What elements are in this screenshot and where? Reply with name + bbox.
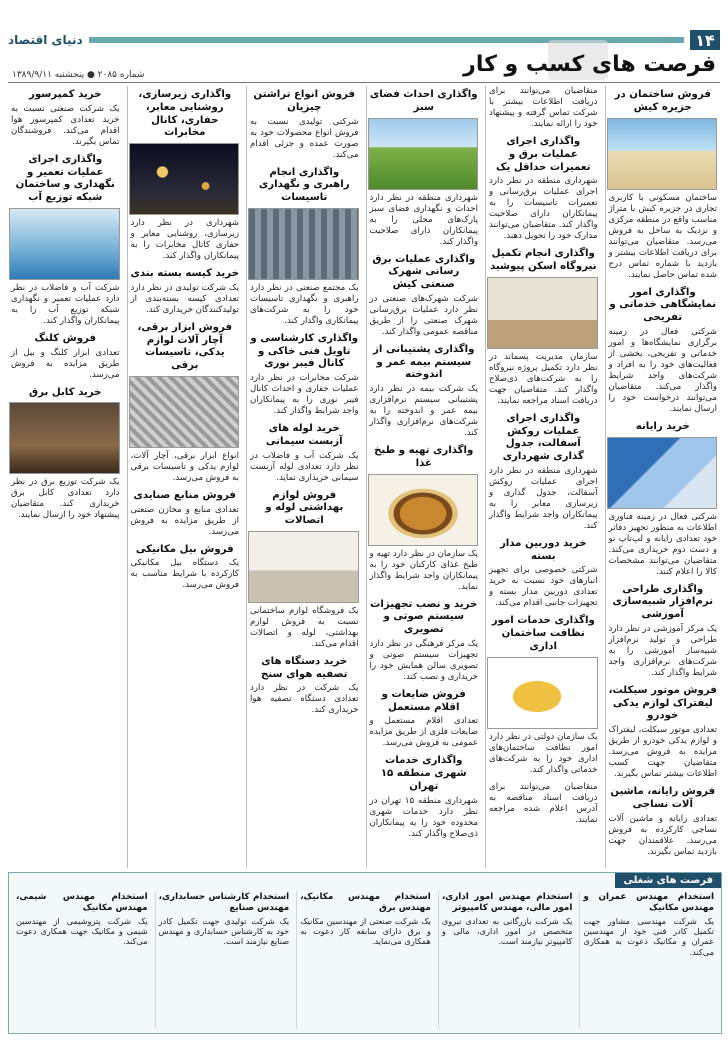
ad-title: فروش انواع تراشتن چیزیان [253, 89, 356, 113]
ad-body: تعدادی منابع و مخازن صنعتی از طریق مزایده به فروش می‌رسد. [130, 504, 239, 537]
job-ad [155, 891, 293, 1029]
ad-title: واگذاری طراحی نرم‌افزار شبیه‌سازی آموزشی [612, 583, 714, 620]
ad-title: واگذاری خدمات امور نظافت ساختمان اداری [491, 615, 595, 652]
ad-title: واگذاری انجام تکمیل نیروگاه اسکن پیوشید [489, 248, 597, 272]
ad-title: واگذاری تهیه و طبخ غذا [374, 445, 474, 469]
ad-item [609, 89, 718, 281]
ad-body: شرکت شهرک‌های صنعتی در نظر دارد عملیات برق‌رسانی شهرک صنعتی را از طریق مناقصه عمومی واگذار کند. [369, 293, 478, 337]
ad-title: فروش موتور سیکلت، لیفتراک لوازم یدکی خودرو [608, 684, 717, 722]
ad-item [11, 387, 120, 522]
ad-item [370, 755, 479, 839]
ad-title: واگذاری احداث فضای سبز [369, 89, 478, 113]
brand-name: دنیای اقتصاد [8, 33, 83, 47]
ad-title: واگذاری اجرای عملیات برق و تعمیرات حداقل یک [496, 136, 591, 173]
job-ad-body: یک شرکت تولیدی جهت تکمیل کادر خود به کارشناس حسابداری و مهندس صنایع نیازمند است. [158, 915, 290, 947]
ad-body: شرکتی فعال در زمینه فناوری اطلاعات به منظور تجهیز دفاتر خود تعدادی رایانه و لپ‌تاپ نو و دست دوم خریداری می‌کند. متقاضیان می‌توانند مشخصات کالا را اعلام کنند. [608, 511, 717, 577]
ad-item [489, 615, 598, 775]
ad-item [250, 333, 359, 417]
issue-info: شماره ۲۰۸۵ ● پنجشنبه ۱۳۸۹/۹/۱۱ [12, 70, 145, 80]
ad-body: تعدادی ابزار کلنگ و بیل از طریق مزایده به فروش می‌رسد. [11, 347, 120, 380]
ad-body: یک فروشگاه لوازم ساختمانی نسبت به فروش لوازم بهداشتی، لوله و اتصالات اقدام می‌کند. [250, 605, 359, 649]
job-ad-body: یک شرکت بازرگانی به تعدادی نیروی متخصص در امور اداری، مالی و کامپیوتر نیازمند است. [441, 915, 573, 947]
ad-body: تعدادی اقلام مستعمل و ضایعات فلزی از طریق مزایده عمومی به فروش می‌رسد. [369, 716, 478, 749]
ad-column [485, 86, 601, 868]
ad-photo [129, 143, 240, 215]
ad-body: یک مرکز فرهنگی در نظر دارد تجهیزات سیستم صوتی و تصویری سالن همایش خود را خریداری و نصب کند. [369, 638, 478, 682]
ad-title: فروش ضایعات و اقلام مستعمل [381, 688, 466, 713]
ad-body: یک مجتمع صنعتی در نظر دارد راهبری و نگهداری تاسیسات خود را به شرکت‌های پیمانکاری واگذار کند. [250, 282, 359, 326]
ad-item [250, 167, 359, 327]
ad-body: شهرداری منطقه در نظر دارد اجرای عملیات روکش آسفالت، جدول گذاری و زیرسازی معابر را به پیمانکاران واجد شرایط واگذار کند. [489, 465, 598, 531]
ad-title: خرید کابل برق [29, 386, 102, 398]
ad-body: یک شرکت تولیدی در نظر دارد تعدادی کیسه بسته‌بندی از تولیدکنندگان خریداری کند. [130, 282, 239, 315]
ad-body: شرکت آب و فاضلاب در نظر دارد عملیات تعمیر و نگهداری شبکه توزیع آب را به پیمانکاران واگذار کند. [11, 282, 120, 326]
job-ad [296, 891, 434, 1029]
job-ad-body: یک شرکت صنعتی از مهندسین مکانیک و برق دارای سابقه کار دعوت به همکاری می‌نماید. [300, 915, 431, 947]
ad-item [250, 490, 359, 650]
ad-item [489, 538, 598, 610]
ad-item [131, 490, 240, 538]
ad-title: واگذاری عملیات برق رسانی شهرک صنعتی کیش [372, 253, 476, 290]
job-ad-body: یک شرکت پتروشیمی از مهندسین شیمی و مکانیک جهت همکاری دعوت می‌کند. [16, 915, 148, 947]
ad-title: واگذاری زیرسازی، روشنایی معابر، حفاری، کانال مخابرات [138, 89, 232, 139]
ad-column [8, 86, 123, 868]
ad-item [11, 89, 120, 148]
ad-body: یک شرکت صنعتی نسبت به خرید تعدادی کمپرسور هوا اقدام می‌کند. فروشندگان تماس بگیرند. [11, 103, 120, 147]
ad-title: فروش ابزار برقی، آچار آلات لوازم یدکی، تاسیسات برقی [137, 321, 232, 371]
ad-title: واگذاری اجرای عملیات تعمیر و نگهداری و ساختمان شبکه توزیع آب [15, 153, 115, 203]
job-ad-title: استخدام مهندس امور اداری، امور مالی، مهندس کامپیوتر [441, 892, 573, 913]
job-ad [438, 891, 576, 1029]
ad-column [366, 86, 482, 868]
ad-item [489, 136, 598, 242]
ad-title: خرید کیسه بسته بندی [130, 268, 239, 279]
ad-item [489, 86, 598, 130]
ad-photo [9, 208, 120, 280]
ad-body: شهرداری منطقه در نظر دارد اجرای عملیات برق‌رسانی و تعمیرات تاسیسات را به پیمانکاران دارای صلاحیت واگذار کند. متقاضیان می‌توانند مدارک خود را تحویل دهند. [489, 176, 598, 242]
ad-photo [248, 208, 359, 280]
ad-item [609, 287, 718, 415]
ad-title: واگذاری خدمات شهری منطقه ۱۵ تهران [380, 755, 467, 792]
ad-title: خرید دوربین مدار بسته [499, 537, 587, 562]
ad-item [609, 421, 718, 578]
section-title: فرصت های کسب و کار [463, 52, 716, 77]
ad-body: سازمان مدیریت پسماند در نظر دارد تکمیل پروژه نیروگاه را به شرکت‌های ذی‌صلاح واگذار کند. متقاضیان جهت دریافت اسناد مراجعه نمایند. [489, 351, 598, 406]
ad-photo [248, 531, 359, 603]
ad-item [489, 248, 598, 407]
ad-title: خرید لوله های آزبست سیمانی [265, 423, 343, 447]
ad-photo [607, 437, 718, 509]
ad-title: خرید و نصب تجهیزات سیستم صوتی و تصویری [370, 598, 478, 635]
ad-title: خرید رایانه [635, 420, 690, 432]
ad-body: یک شرکت آب و فاضلاب در نظر دارد تعدادی لوله آزبست سیمانی خریداری نماید. [250, 450, 359, 483]
ad-body: شرکتی خصوصی برای تجهیز انبارهای خود نسبت به خرید تعدادی دوربین مدار بسته و تجهیزات جانبی اقدام می‌کند. [489, 565, 598, 609]
ad-title: خرید کمپرسور [29, 89, 102, 100]
job-ad [579, 891, 717, 1029]
ad-item [370, 344, 479, 439]
ad-columns [8, 86, 720, 868]
ad-body: شهرداری در نظر دارد زیرسازی، روشنایی معابر و حفاری کانال مخابرات را به پیمانکاران واگذار کند. [130, 218, 239, 261]
ad-body: یک مرکز آموزشی در نظر دارد طراحی و تولید نرم‌افزار شبیه‌ساز آموزشی را به شرکت‌های نرم‌افزاری واجد شرایط واگذار کند. [608, 623, 717, 678]
ad-body: یک سازمان دولتی در نظر دارد امور نظافت ساختمان‌های اداری خود را به شرکت‌های خدماتی واگذار کند. [489, 731, 598, 775]
ad-body: شهرداری منطقه ۱۵ تهران در نظر دارد خدمات شهری محدوده خود را به پیمانکاران ذی‌صلاح واگذار کند. [369, 795, 478, 839]
ad-item [609, 584, 718, 679]
jobs-box-label: فرصت های شغلی [615, 873, 721, 888]
ad-body: یک شرکت در نظر دارد تعدادی دستگاه تصفیه هوا خریداری کند. [250, 683, 359, 716]
ad-body: شرکتی فعال در زمینه برگزاری نمایشگاه‌ها و امور خدماتی و تفریحی، بخشی از فعالیت‌های خود را به افراد و شرکت‌های واجد شرایط واگذار می‌کند. متقاضیان می‌توانند درخواست خود را ارسال نمایند. [608, 326, 717, 414]
ad-item [131, 544, 240, 592]
ad-column [246, 86, 362, 868]
ad-title: فروش منابع صنایدی [133, 489, 236, 501]
ad-item [370, 445, 479, 593]
ad-body: تعدادی موتور سیکلت، لیفتراک و لوازم یدکی خودرو از طریق مزایده به فروش می‌رسد. متقاضیان جهت کسب اطلاعات بیشتر تماس بگیرند. [608, 725, 717, 779]
jobs-grid [13, 891, 717, 1029]
ad-item [250, 423, 359, 484]
ad-body: شهرداری منطقه در نظر دارد احداث و نگهداری فضای سبز پارک‌های محلی را به پیمانکاران دارای صلاحیت واگذار کند. [369, 192, 478, 247]
job-ad-body: یک شرکت مهندسی مشاور جهت تکمیل کادر فنی خود از مهندسین عمران و مکانیک دعوت به همکاری می‌کند. [583, 915, 714, 957]
ad-body: متقاضیان می‌توانند برای دریافت اطلاعات بیشتر با شرکت تماس گرفته و پیشنهاد خود را ارائه نمایند. [489, 86, 598, 129]
ad-item [489, 782, 598, 826]
ad-title: فروش بیل مکانیکی [135, 543, 234, 555]
ad-title: واگذاری انجام راهبری و نگهداری تاسیسات [258, 166, 350, 203]
ad-body: انواع ابزار برقی، آچار آلات، لوازم یدکی و تاسیسات برقی به فروش می‌رسد. [130, 450, 239, 483]
ad-title: فروش لوازم بهداشتی لوله و اتصالات [265, 489, 344, 526]
ad-photo [129, 376, 240, 448]
ad-body: ساختمان مسکونی با کاربری تجاری در جزیره کیش با متراژ مناسب واقع در منطقه مرکزی و نزدیک به ساحل به فروش می‌رسد. متقاضیان می‌توانند برای دریافت اطلاعات بیشتر و بازدید با شماره تماس درج شده تماس حاصل نمایند. [608, 192, 717, 280]
page-header-bar [8, 30, 720, 50]
ad-item [489, 413, 598, 532]
ad-item [11, 333, 120, 381]
ad-item [11, 154, 120, 327]
job-ad-title: استخدام مهندس شیمی، مهندس مکانیک [16, 892, 148, 913]
ad-item [370, 254, 479, 338]
ad-item [131, 322, 240, 484]
ad-body: متقاضیان می‌توانند برای دریافت اسناد مناقصه به آدرس اعلام شده مراجعه نمایند. [489, 781, 598, 825]
page-number: ۱۴ [690, 30, 720, 50]
ad-item [370, 689, 479, 750]
ad-title: فروش رایانه، ماشین آلات نساجی [610, 786, 716, 810]
job-ad-title: استخدام مهندس عمران و مهندس مکانیک [583, 892, 714, 913]
ad-body: یک سازمان در نظر دارد تهیه و طبخ غذای کارکنان خود را به پیمانکاران واجد شرایط واگذار نماید. [369, 548, 478, 592]
ad-title: خرید دستگاه های تصفیه هوای سنج [261, 655, 348, 680]
ad-item [250, 89, 359, 161]
ad-body: یک شرکت توزیع برق در نظر دارد تعدادی کابل برق خریداری کند. متقاضیان پیشنهاد خود را ارسال نمایند. [11, 477, 120, 521]
ad-item [609, 685, 718, 780]
ad-body: تعدادی رایانه و ماشین آلات نساجی کارکرده به فروش می‌رسد. علاقمندان جهت بازدید تماس بگیرند. [608, 813, 717, 857]
ad-item [370, 599, 479, 683]
ad-photo [9, 402, 120, 474]
ad-column [127, 86, 243, 868]
ad-body: شرکت مخابرات در نظر دارد عملیات حفاری و احداث کانال فیبر نوری را به پیمانکاران واجد شرایط واگذار کند. [250, 373, 359, 416]
header-divider [8, 82, 720, 83]
ad-title: واگذاری امور نمایشگاهی خدماتی و تفریحی [609, 286, 717, 323]
ad-column [605, 86, 721, 868]
ad-photo [607, 118, 718, 190]
ad-body: شرکتی تولیدی نسبت به فروش انواع محصولات خود به صورت عمده و جزئی اقدام می‌کند. [250, 116, 359, 160]
job-ad [13, 891, 151, 1029]
ad-body: یک دستگاه بیل مکانیکی کارکرده با شرایط مناسب به فروش می‌رسد. [130, 558, 239, 591]
job-ad-title: استخدام کارشناس حسابداری، مهندس صنایع [158, 892, 290, 913]
ad-body: یک شرکت بیمه در نظر دارد پشتیبانی سیستم نرم‌افزاری بیمه عمر و اندوخته را به شرکت‌های نرم‌افزاری واگذار کند. [369, 384, 478, 438]
ad-title: فروش کلنگ [34, 332, 97, 344]
ad-photo [368, 474, 479, 546]
jobs-box [8, 872, 722, 1034]
ad-title: واگذاری پشتیبانی از سیستم بیمه عمر و اندوخته [373, 343, 475, 381]
ad-item [131, 268, 240, 316]
ad-item [250, 656, 359, 717]
ad-photo [487, 657, 598, 729]
ad-title: فروش ساختمان در جزیره کیش [614, 89, 711, 113]
ad-title: واگذاری کارشناسی و تاویل فنی خاکی و کانال فیبر نوری [250, 332, 359, 370]
ad-photo [368, 118, 479, 190]
ad-item [370, 89, 479, 248]
ad-title: واگذاری اجرای عملیات روکش آسفالت، جدول گذاری شهرداری [502, 412, 584, 462]
ad-photo [487, 277, 598, 349]
ad-item [131, 89, 240, 262]
job-ad-title: استخدام مهندس مکانیک، مهندس برق [300, 892, 431, 913]
ad-item [609, 786, 718, 858]
